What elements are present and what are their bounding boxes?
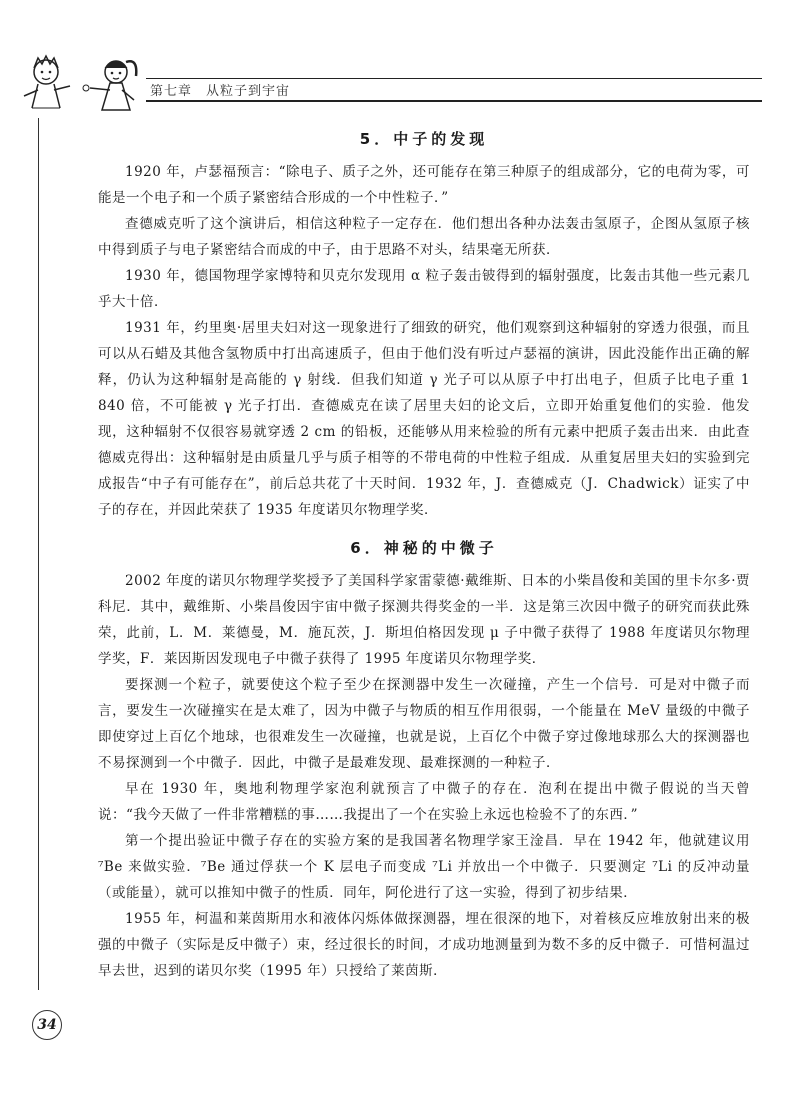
paragraph: 早在 1930 年，奥地利物理学家泡利就预言了中微子的存在．泡利在提出中微子假说的当天曾说：“我今天做了一件非常糟糕的事……我提出了一个在实验上永远也检验不了的东西．” — [98, 781, 750, 823]
paragraph: 1931 年，约里奥·居里夫妇对这一现象进行了细致的研究，他们观察到这种辐射的穿透力很强，而且可以从石蜡及其他含氢物质中打出高速质子，但由于他们没有听过卢瑟福的演讲，因此没能作出正确的解释，仍认为这种辐射是高能的 γ 射线．但我们知道 γ 光子可以从原子中打出电子，但质子比电子重 1 840 倍，不可能被 γ 光子打出．查德威克在读了居里夫妇的论文后，立即开始重复他们的实验．他发现，这种辐射不仅很容易就穿透 2 cm 的铅板，还能够从用来检验的所有元素中把质子轰击出来．由此查德威克得出：这种辐射是由质量几乎与质子相等的不带电荷的中性粒子组成．从重复居里夫妇的实验到完成报告“中子有可能存在”，前后总共花了十天时间．1932 年，J．查德威克（J．Chadwick）证实了中子的存在，并因此荣获了 1935 年度诺贝尔物理学奖． — [98, 320, 750, 518]
page-body — [98, 126, 750, 984]
page-number: 34 — [32, 1010, 62, 1040]
paragraph: 2002 年度的诺贝尔物理学奖授予了美国科学家雷蒙德·戴维斯、日本的小柴昌俊和美国的里卡尔多·贾科尼．其中，戴维斯、小柴昌俊因宇宙中微子探测共得奖金的一半．这是第三次因中微子的研究而获此殊荣，此前，L．M．莱德曼，M．施瓦茨，J．斯坦伯格因发现 μ 子中微子获得了 1988 年度诺贝尔物理学奖，F．莱因斯因发现电子中微子获得了 1995 年度诺贝尔物理学奖． — [98, 573, 750, 667]
paragraph: 1955 年，柯温和莱茵斯用水和液体闪烁体做探测器，埋在很深的地下，对着核反应堆放射出来的极强的中微子（实际是反中微子）束，经过很长的时间，才成功地测量到为数不多的反中微子．可惜柯温过早去世，迟到的诺贝尔奖（1995 年）只授给了莱茵斯． — [98, 911, 750, 979]
paragraph: 1930 年，德国物理学家博特和贝克尔发现用 α 粒子轰击铍得到的辐射强度，比轰击其他一些元素几乎大十倍． — [98, 268, 750, 310]
header-rule-bottom — [146, 100, 762, 102]
section-title-neutrino: 6．神秘的中微子 — [350, 539, 498, 557]
margin-rule — [38, 118, 39, 990]
running-header-chapter: 第七章 从粒子到宇宙 — [150, 84, 291, 99]
section-title-neutron: 5．中子的发现 — [359, 130, 489, 148]
paragraph: 1920 年，卢瑟福预言：“除电子、质子之外，还可能存在第三种原子的组成部分，它的电荷为零，可能是一个电子和一个质子紧密结合形成的一个中性粒子．” — [98, 164, 750, 206]
two-children-illustration-icon — [18, 50, 148, 120]
paragraph: 第一个提出验证中微子存在的实验方案的是我国著名物理学家王淦昌．早在 1942 年，他就建议用 ⁷Be 来做实验．⁷Be 通过俘获一个 K 层电子而变成 ⁷Li 并放出一个中微子．只要测定 ⁷Li 的反冲动量（或能量），就可以推知中微子的性质．同年，阿伦进行了这一实验，得到了初步结果． — [98, 833, 750, 901]
paragraph: 要探测一个粒子，就要使这个粒子至少在探测器中发生一次碰撞，产生一个信号．可是对中微子而言，要发生一次碰撞实在是太难了，因为中微子与物质的相互作用很弱，一个能量在 MeV 量级的中微子即使穿过上百亿个地球，也很难发生一次碰撞，也就是说，上百亿个中微子穿过像地球那么大的探测器也不易探测到一个中微子．因此，中微子是最难发现、最难探测的一种粒子． — [98, 677, 750, 771]
header-rule-top — [146, 78, 762, 79]
paragraph: 查德威克听了这个演讲后，相信这种粒子一定存在．他们想出各种办法轰击氢原子，企图从氢原子核中得到质子与电子紧密结合而成的中子，由于思路不对头，结果毫无所获． — [98, 216, 750, 258]
